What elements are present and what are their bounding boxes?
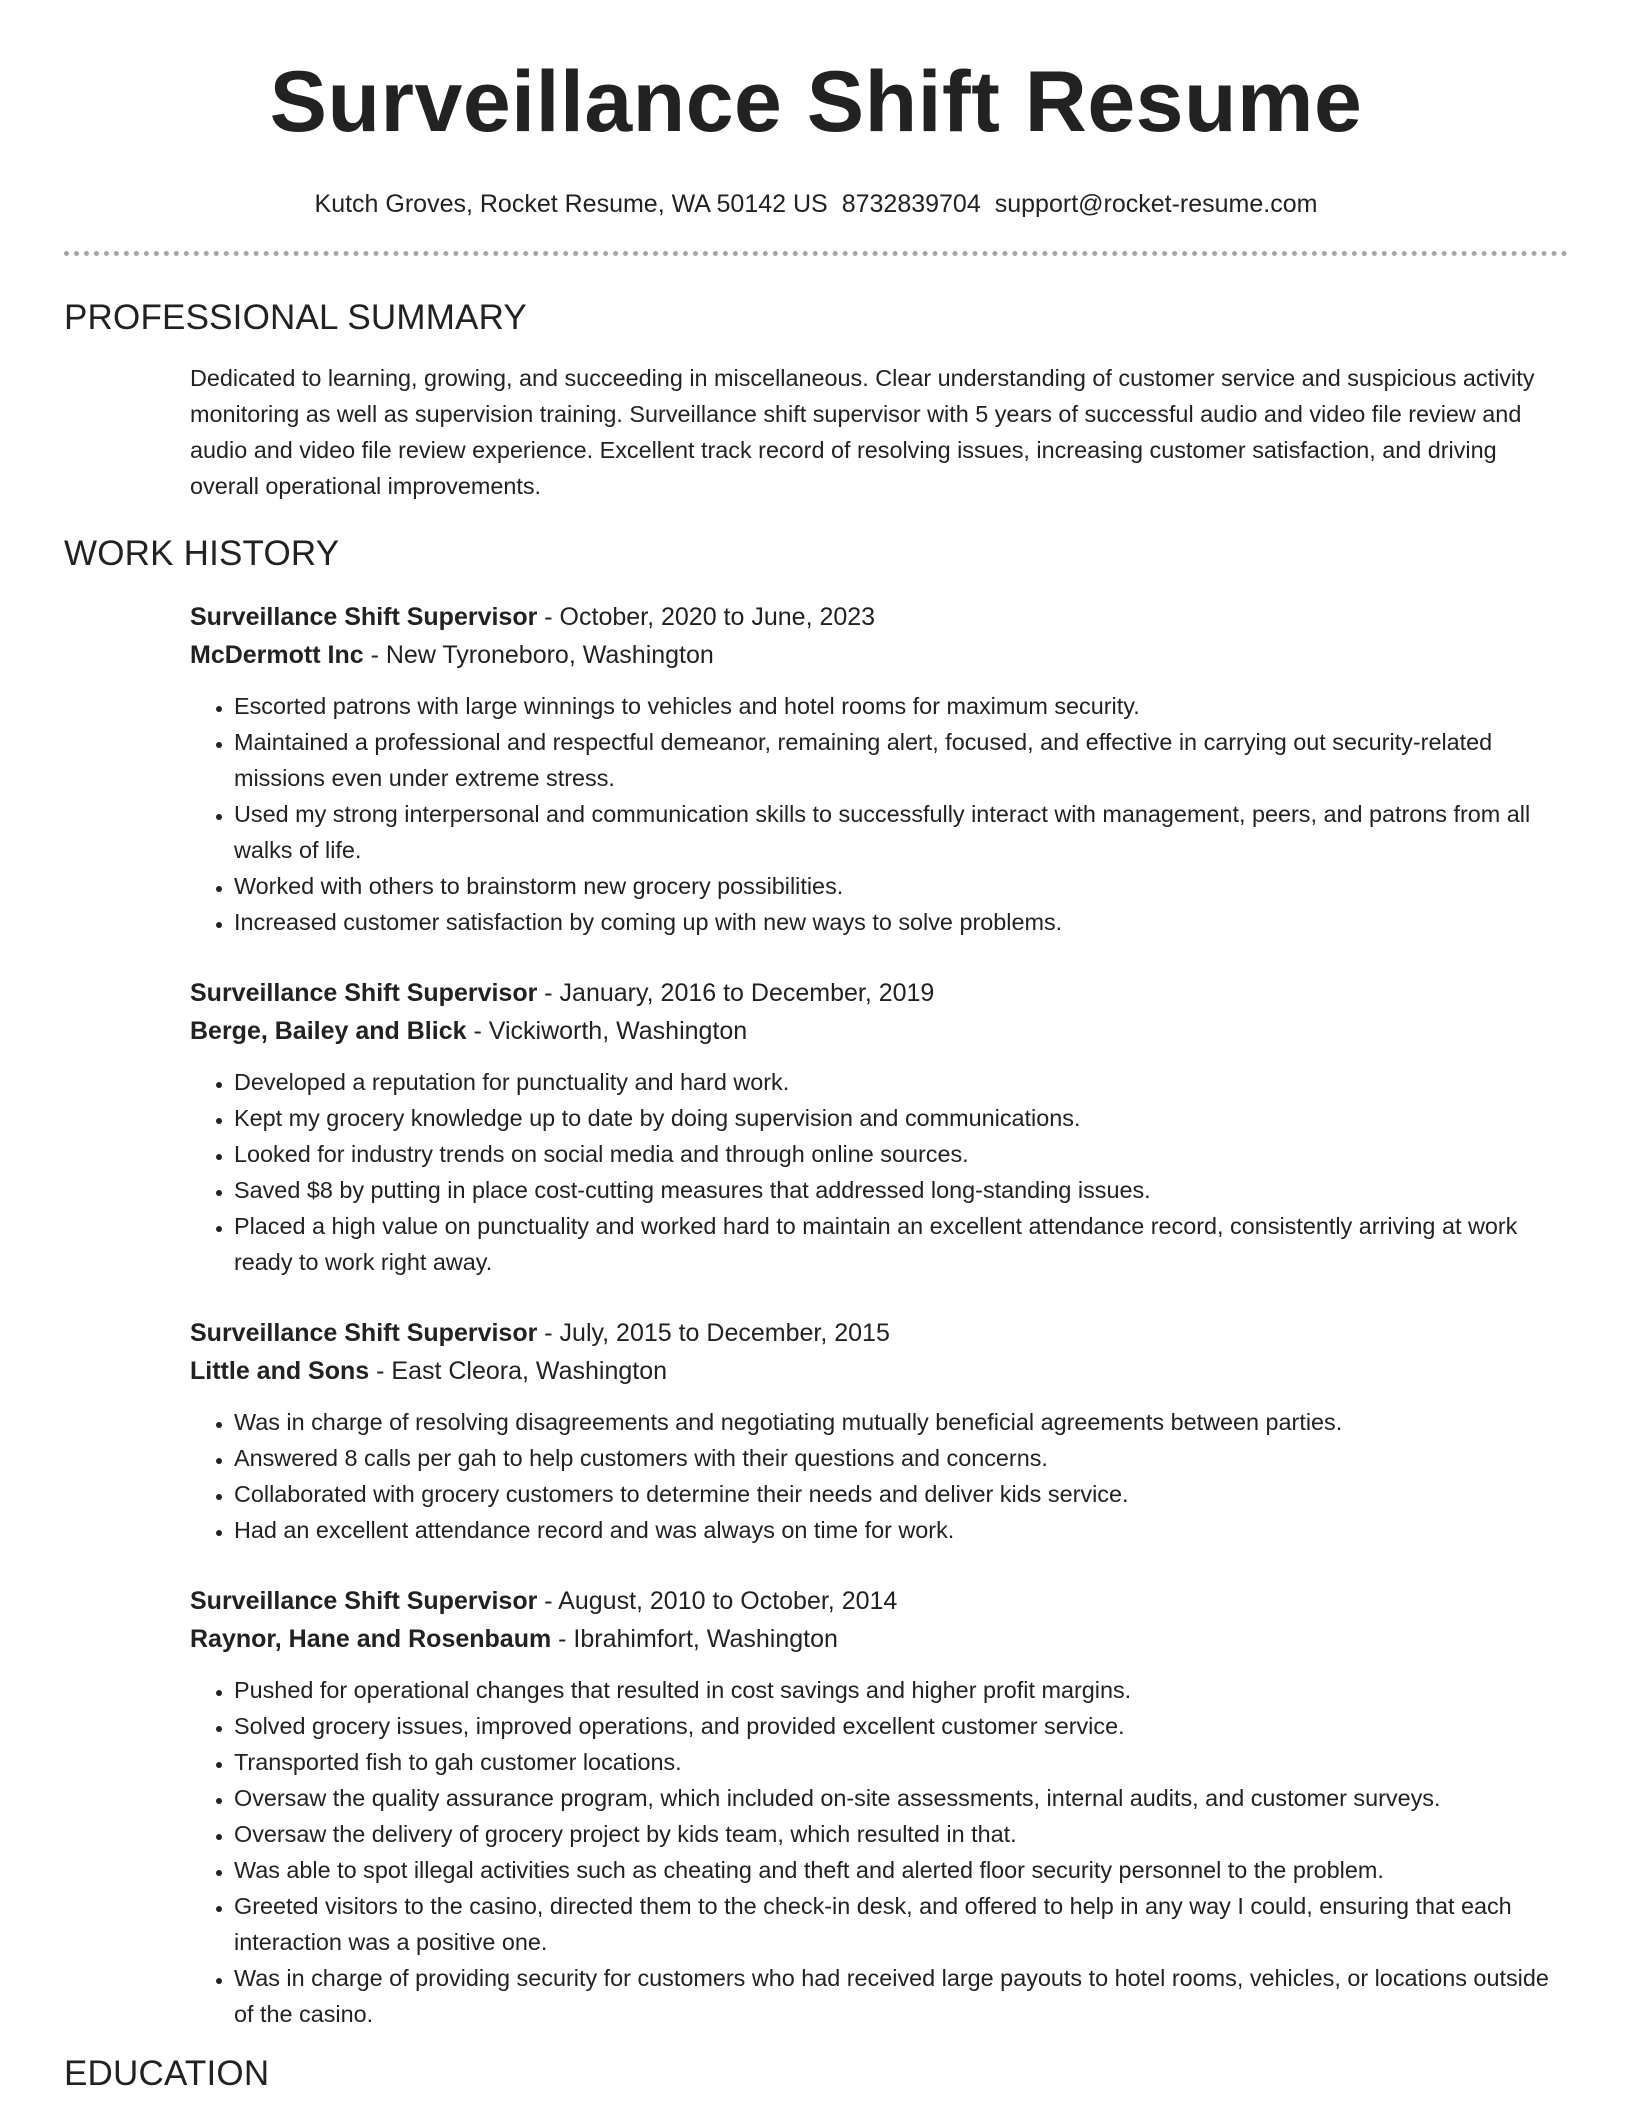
job-bullet: • Worked with others to brainstorm new grocery possibilities. xyxy=(234,868,1568,904)
job-dates: - October, 2020 to June, 2023 xyxy=(537,603,876,631)
job-bullet: • Saved $8 by putting in place cost-cutting measures that addressed long-standing issues. xyxy=(234,1172,1568,1208)
job-bullet: • Kept my grocery knowledge up to date by doing supervision and communications. xyxy=(234,1100,1568,1136)
job-title-line xyxy=(190,1582,1568,1620)
job-location: - New Tyroneboro, Washington xyxy=(363,641,714,669)
contact-line xyxy=(64,188,1568,220)
job-company-line xyxy=(190,636,1568,674)
resume-title: Surveillance Shift Resume xyxy=(269,54,1363,150)
job-company: McDermott Inc xyxy=(190,641,364,669)
job-company-line xyxy=(190,1620,1568,1658)
job-bullet: • Had an excellent attendance record and was always on time for work. xyxy=(234,1512,1568,1548)
job-bullet: • Collaborated with grocery customers to determine their needs and deliver kids service. xyxy=(234,1476,1568,1512)
job-title: Surveillance Shift Supervisor xyxy=(190,979,538,1007)
job-title-line xyxy=(190,1314,1568,1352)
job-bullet: • Placed a high value on punctuality and worked hard to maintain an excellent attendance record, consistently arriving at work ready to work right away. xyxy=(234,1208,1568,1280)
job-bullet: • Transported fish to gah customer locations. xyxy=(234,1744,1568,1780)
job-bullet: • Escorted patrons with large winnings to vehicles and hotel rooms for maximum security. xyxy=(234,688,1568,724)
job-title: Surveillance Shift Supervisor xyxy=(190,1319,538,1347)
job-entry xyxy=(190,598,1568,940)
job-company: Raynor, Hane and Rosenbaum xyxy=(190,1625,552,1653)
job-title: Surveillance Shift Supervisor xyxy=(190,1587,538,1615)
job-bullet-list xyxy=(190,1672,1568,2032)
job-dates: - January, 2016 to December, 2019 xyxy=(537,979,935,1007)
job-bullet: • Answered 8 calls per gah to help customers with their questions and concerns. xyxy=(234,1440,1568,1476)
job-bullet-list xyxy=(190,688,1568,940)
contact-address: Kutch Groves, Rocket Resume, WA 50142 US xyxy=(314,190,828,218)
job-bullet-list xyxy=(190,1404,1568,1548)
job-entry xyxy=(190,1582,1568,2032)
contact-email: support@rocket-resume.com xyxy=(994,190,1318,218)
job-entry xyxy=(190,1314,1568,1548)
contact-phone: 8732839704 xyxy=(841,190,981,218)
job-bullet: • Oversaw the quality assurance program, which included on-site assessments, internal audits, and customer surveys. xyxy=(234,1780,1568,1816)
header-divider xyxy=(64,251,1568,256)
job-company-line xyxy=(190,1352,1568,1390)
job-bullet: • Pushed for operational changes that resulted in cost savings and higher profit margins. xyxy=(234,1672,1568,1708)
summary-text: Dedicated to learning, growing, and succeeding in miscellaneous. Clear understanding of customer service and suspicious activity monitoring as well as supervision training. Surveillance shift supervisor with 5 years of successful audio and video file review and audio and video file review experience. Excellent track record of resolving issues, increasing customer satisfaction, and driving overall operational improvements. xyxy=(190,365,1535,499)
job-dates: - August, 2010 to October, 2014 xyxy=(537,1587,898,1615)
job-bullet: • Was able to spot illegal activities such as cheating and theft and alerted floor security personnel to the problem. xyxy=(234,1852,1568,1888)
job-bullet: • Increased customer satisfaction by coming up with new ways to solve problems. xyxy=(234,904,1568,940)
job-location: - Vickiworth, Washington xyxy=(466,1017,748,1045)
job-company-line xyxy=(190,1012,1568,1050)
job-company: Little and Sons xyxy=(190,1357,370,1385)
job-location: - Ibrahimfort, Washington xyxy=(551,1625,838,1653)
job-bullet: • Was in charge of providing security for customers who had received large payouts to hotel rooms, vehicles, or locations outside of the casino. xyxy=(234,1960,1568,2032)
job-dates: - July, 2015 to December, 2015 xyxy=(537,1319,890,1347)
job-title-line xyxy=(190,974,1568,1012)
job-bullet: • Was in charge of resolving disagreements and negotiating mutually beneficial agreements between parties. xyxy=(234,1404,1568,1440)
job-bullet: • Oversaw the delivery of grocery project by kids team, which resulted in that. xyxy=(234,1816,1568,1852)
job-bullet: • Greeted visitors to the casino, directed them to the check-in desk, and offered to help in any way I could, ensuring that each interaction was a positive one. xyxy=(234,1888,1568,1960)
job-bullet: • Developed a reputation for punctuality and hard work. xyxy=(234,1064,1568,1100)
job-title-line xyxy=(190,598,1568,636)
job-bullet: • Maintained a professional and respectful demeanor, remaining alert, focused, and effective in carrying out security-related missions even under extreme stress. xyxy=(234,724,1568,796)
job-company: Berge, Bailey and Blick xyxy=(190,1017,467,1045)
job-entry xyxy=(190,974,1568,1280)
job-bullet: • Used my strong interpersonal and communication skills to successfully interact with management, peers, and patrons from all walks of life. xyxy=(234,796,1568,868)
job-bullet: • Solved grocery issues, improved operations, and provided excellent customer service. xyxy=(234,1708,1568,1744)
job-location: - East Cleora, Washington xyxy=(369,1357,668,1385)
work-history-heading: WORK HISTORY xyxy=(64,534,340,573)
job-bullet-list xyxy=(190,1064,1568,1280)
summary-heading: PROFESSIONAL SUMMARY xyxy=(64,298,527,337)
job-title: Surveillance Shift Supervisor xyxy=(190,603,538,631)
education-heading: EDUCATION xyxy=(64,2054,270,2093)
job-bullet: • Looked for industry trends on social media and through online sources. xyxy=(234,1136,1568,1172)
